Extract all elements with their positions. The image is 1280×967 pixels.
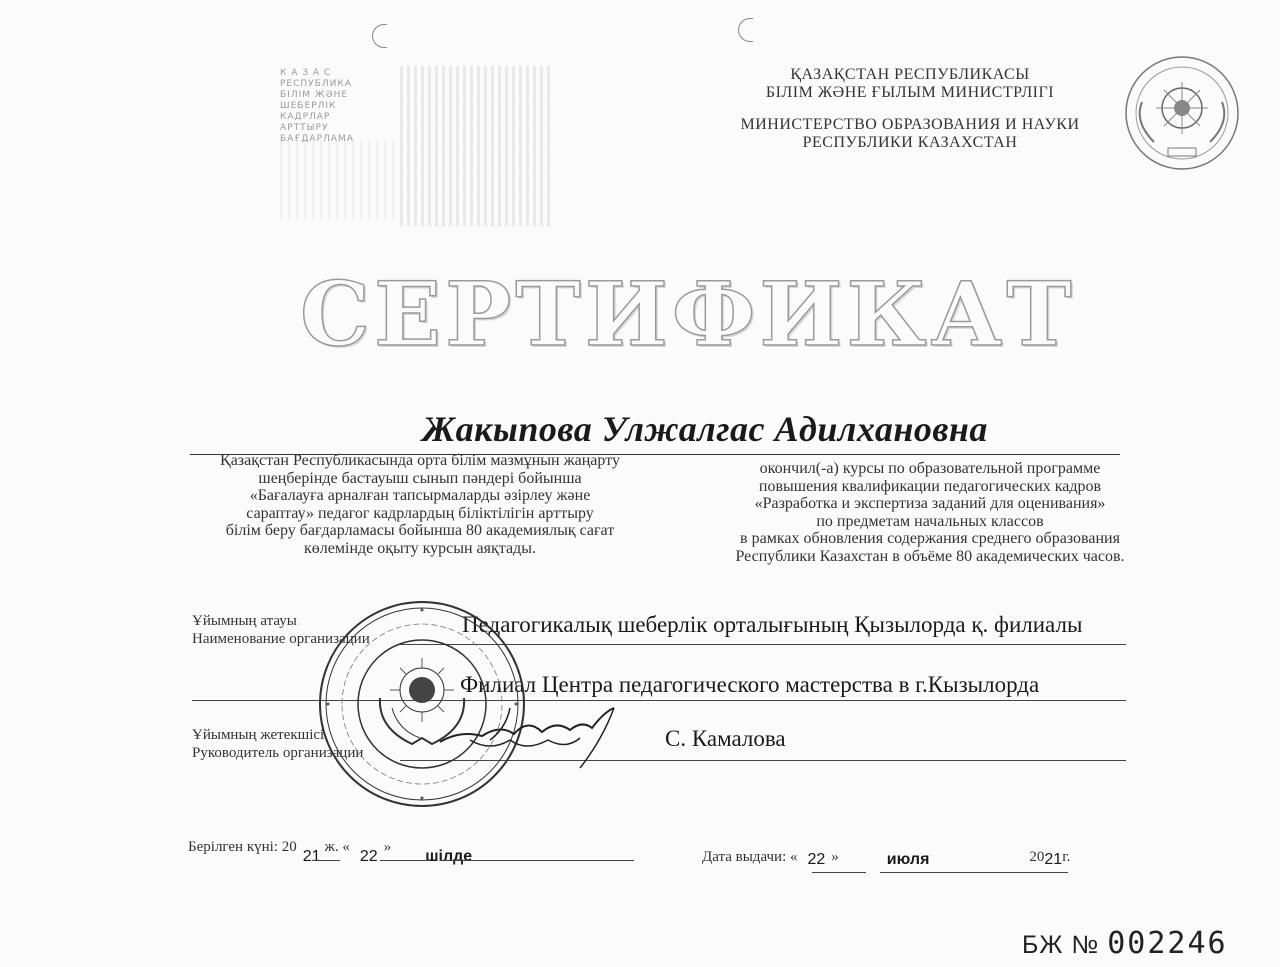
punch-hole-right — [738, 18, 753, 42]
issue-date-ru-label: Дата выдачи: « — [702, 849, 798, 865]
description-kz-line: Қазақстан Республикасында орта білім мазмұнын жаңарту — [220, 452, 620, 469]
organization-name-kz: Педагогикалық шеберлік орталығының Қызылорда қ. филиалы — [462, 612, 1083, 637]
issue-date-ru-day-line — [812, 872, 866, 873]
head-label-kz: Ұйымның жетекшісі — [192, 727, 325, 743]
head-name: С. Камалова — [665, 726, 786, 751]
description-kz — [190, 452, 650, 557]
organization-name-ru: Филиал Центра педагогического мастерства в г.Кызылорда — [460, 672, 1040, 697]
description-ru-line: «Разработка и экспертиза заданий для оценивания» — [754, 495, 1106, 512]
ministry-header — [700, 66, 1120, 152]
description-kz-line: «Бағалауға арналған тапсырмаларды әзірлеу және — [249, 487, 591, 504]
faded-line: К А З А С — [280, 68, 332, 78]
issue-date-ru-year: 21 — [1044, 851, 1063, 868]
state-emblem — [1114, 52, 1250, 174]
certificate-title: СЕРТИФИКАТ — [300, 262, 1076, 366]
issue-date-kz — [188, 838, 473, 865]
issue-date-ru-month: июля — [886, 851, 930, 868]
faded-line: ШЕБЕРЛІК — [280, 101, 337, 111]
issue-date-kz-day-close: » — [383, 839, 392, 855]
punch-hole-left — [372, 24, 387, 48]
issue-date-kz-year-suffix: ж. « — [324, 839, 350, 855]
description-kz-line: шеңберінде бастауыш сынып пәндері бойынша — [258, 469, 582, 487]
issue-date-kz-day-line — [380, 860, 430, 861]
issue-date-ru — [702, 848, 1070, 866]
recipient-name: Жакыпова Улжалгас Адилхановна — [422, 409, 988, 449]
issue-date-ru-year-suffix: г. — [1062, 849, 1071, 865]
description-kz-line: білім беру бағдарламасы бойынша 80 академиялық сағат — [225, 522, 615, 539]
ministry-ru-line1: МИНИСТЕРСТВО ОБРАЗОВАНИЯ И НАУКИ — [740, 116, 1080, 133]
head-label-ru: Руководитель организации — [192, 745, 364, 761]
description-ru-line: по предметам начальных классов — [816, 512, 1044, 530]
issue-date-ru-year-prefix: 20 — [1029, 849, 1045, 865]
description-ru-line: Республики Казахстан в объёме 80 академических часов. — [735, 547, 1125, 565]
ministry-kz-line1: ҚАЗАҚСТАН РЕСПУБЛИКАСЫ — [790, 66, 1030, 83]
faded-header-pattern — [400, 66, 550, 226]
issue-date-kz-month: шілде — [425, 848, 473, 865]
issue-date-ru-day: 22 — [807, 851, 826, 868]
serial-number — [1022, 926, 1228, 961]
organization-label-kz: Ұйымның атауы — [192, 613, 297, 629]
ministry-kz-line2: БІЛІМ ЖӘНЕ ҒЫЛЫМ МИНИСТРЛІГІ — [765, 84, 1055, 101]
issue-date-ru-day-close: » — [831, 849, 839, 865]
description-kz-line: сараптау» педагог кадрлардың біліктілігін арттыру — [246, 504, 594, 522]
description-kz-line: көлемінде оқыту курсын аяқтады. — [304, 539, 536, 557]
faded-header-pattern-lower — [280, 140, 400, 220]
issue-date-kz-year: 21 — [302, 848, 321, 865]
issue-date-kz-day: 22 — [359, 848, 378, 865]
description-ru-line: в рамках обновления содержания среднего образования — [740, 530, 1120, 547]
issue-date-kz-label: Берілген күні: 20 — [188, 839, 297, 855]
description-ru — [700, 460, 1160, 565]
ministry-ru-line2: РЕСПУБЛИКИ КАЗАХСТАН — [802, 134, 1018, 151]
faded-line: БІЛІМ ЖӘНЕ — [280, 90, 349, 100]
faded-line: АРТТЫРУ — [280, 123, 329, 133]
faded-line: РЕСПУБЛИКА — [280, 79, 352, 89]
faded-header-text — [280, 68, 392, 145]
serial-value: 002246 — [1107, 926, 1228, 961]
signature — [430, 690, 670, 780]
description-ru-line: окончил(-а) курсы по образовательной программе — [759, 460, 1101, 477]
faded-line: КАДРЛАР — [280, 112, 331, 122]
organization-label-ru: Наименование организации — [192, 631, 370, 647]
issue-date-kz-year-line — [312, 860, 340, 861]
issue-date-ru-month-line — [880, 872, 1068, 873]
serial-prefix: БЖ № — [1022, 931, 1100, 959]
description-ru-line: повышения квалификации педагогических кадров — [758, 477, 1102, 495]
issue-date-kz-month-line — [440, 860, 634, 861]
faded-line: БАҒДАРЛАМА — [280, 134, 354, 144]
